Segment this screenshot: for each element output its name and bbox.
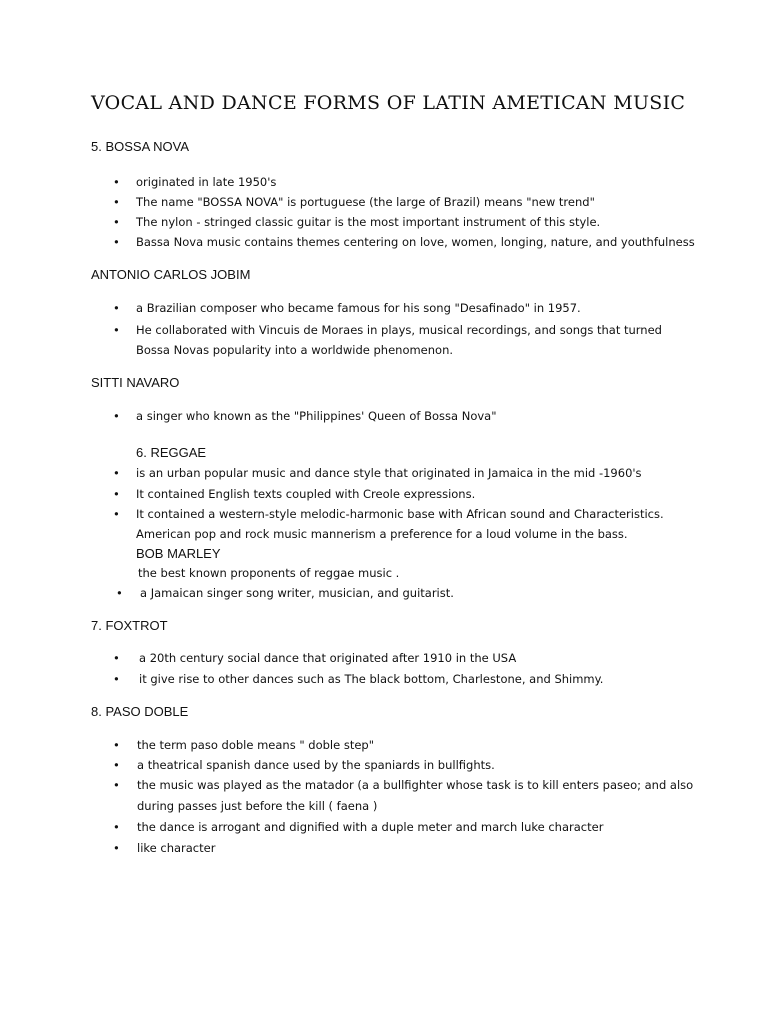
section-heading-jobim: ANTONIO CARLOS JOBIM [91,267,251,282]
bullet-icon: • [113,758,120,772]
bullet-icon: • [113,651,120,665]
bullet-icon: • [113,672,120,686]
list-item-continuation: Bossa Novas popularity into a worldwide phenomenon. [136,343,454,357]
bullet-icon: • [113,820,120,834]
bullet-icon: • [113,175,120,189]
bullet-icon: • [113,301,120,315]
bullet-icon: • [113,323,120,337]
bullet-icon: • [113,841,120,855]
bullet-icon: • [113,487,120,501]
bullet-icon: • [113,778,120,792]
subheading-bob-marley: BOB MARLEY [136,546,221,561]
list-item-continuation: during passes just before the kill ( faena ) [137,799,378,813]
section-heading-navaro: SITTI NAVARO [91,375,180,390]
bullet-icon: • [116,586,123,600]
bullet-icon: • [113,215,120,229]
document-title: VOCAL AND DANCE FORMS OF LATIN AMETICAN MUSIC [91,92,686,114]
section-heading-bossa-nova: 5. BOSSA NOVA [91,139,190,154]
marley-description: the best known proponents of reggae music . [138,566,400,580]
section-heading-reggae: 6. REGGAE [136,445,207,460]
bullet-icon: • [113,195,120,209]
bullet-icon: • [113,409,120,423]
bullet-icon: • [113,507,120,521]
list-item-continuation: American pop and rock music mannerism a preference for a loud volume in the bass. [136,527,628,541]
bullet-icon: • [113,738,120,752]
bullet-icon: • [113,466,120,480]
bullet-icon: • [113,235,120,249]
document-page: VOCAL AND DANCE FORMS OF LATIN AMETICAN MUSIC 5. BOSSA NOVA • originated in late 1950's • The name "BOSSA NOVA" is portuguese (the large of Brazil) means "new trend" • The nylon - stringed classic guitar is the most important instrument of this style. • Bassa Nova music contains themes centering on love, women, longing, nature, and youthfulness ANTONIO CARLOS JOBIM • a Brazilian composer who became famous for his song "Desafinado" in 1957. • He collaborated with Vincuis de Moraes in plays, musical recordings, and songs that turned Bossa Novas popularity into a worldwide phenomenon. SITTI NAVARO • a singer who known as the "Philippines' Queen of Bossa Nova" 6. REGGAE • is an urban popular music and dance style that originated in Jamaica in the mid -1960's • It contained English texts coupled with Creole expressions. • It contained a western-style melodic-harmonic base with African sound and Characteristics. American pop and rock music mannerism a preference for a loud volume in the bass. BOB MARLEY the best known proponents of reggae music . • a Jamaican singer song writer, musician, and guitarist. 7. FOXTROT • a 20th century social dance that originated after 1910 in the USA • it give rise to other dances such as The black bottom, Charlestone, and Shimmy. 8. PASO DOBLE • the term paso doble means " doble step" • a theatrical spanish dance used by the spaniards in bullfights. • the music was played as the matador (a a bullfighter whose task is to kill enters paseo; and also during passes just before the kill ( faena ) • the dance is arrogant and dignified with a duple meter and march luke character • like character [91,92,695,855]
section-heading-paso-doble: 8. PASO DOBLE [91,704,189,719]
section-heading-foxtrot: 7. FOXTROT [91,618,168,633]
